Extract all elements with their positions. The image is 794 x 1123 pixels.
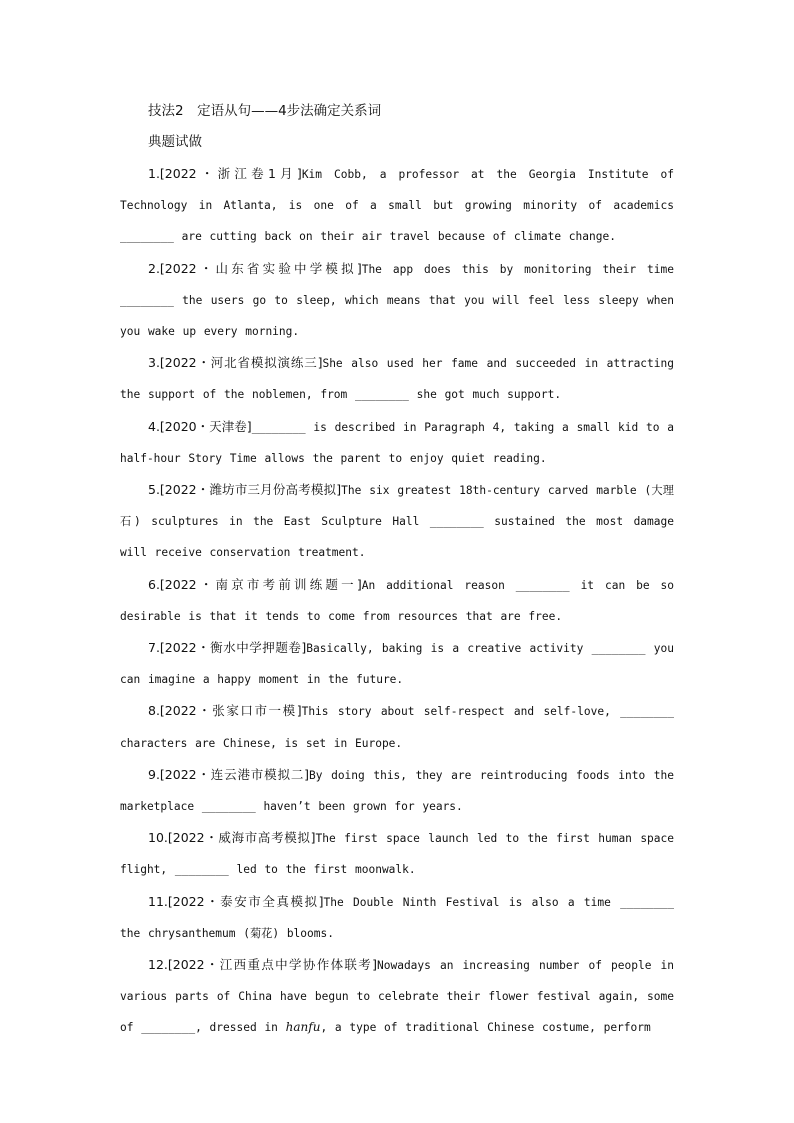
question-8: [120, 695, 674, 758]
question-12: [120, 949, 674, 1044]
question-source: 7.[2022・衡水中学押题卷]: [148, 640, 307, 656]
question-text: Kim Cobb, a professor at the Georgia Institute of Technology in Atlanta, is one of a small but growing minority of academics ________ are cutting back on their air travel because of climate change.: [120, 168, 674, 244]
question-3: [120, 347, 674, 410]
question-text: The six greatest 18th-century carved marble (大理石) sculptures in the East Sculpture Hall ________ sustained the most damage will receive conservation treatment.: [120, 484, 674, 560]
section-subtitle: 典题试做: [148, 134, 202, 150]
question-9: [120, 759, 674, 822]
question-2: [120, 253, 674, 348]
question-text: The first space launch led to the first human space flight, ________ led to the first moonwalk.: [120, 832, 674, 877]
question-source: 8.[2022・张家口市一模]: [148, 703, 302, 719]
question-1: [120, 158, 674, 253]
question-text: An additional reason ________ it can be so desirable is that it tends to come from resources that are free.: [120, 578, 674, 623]
question-5: [120, 474, 674, 569]
question-text: By doing this, they are reintroducing foods into the marketplace ________ haven’t been grown for years.: [120, 768, 674, 814]
question-source: 3.[2022・河北省模拟演练三]: [148, 355, 323, 371]
question-source: 2.[2022・山东省实验中学模拟]: [148, 260, 362, 276]
question-4: [120, 411, 674, 474]
question-source: 1.[2022・浙江卷1月]: [148, 166, 302, 181]
question-7: [120, 632, 674, 695]
question-source: 5.[2022・潍坊市三月份高考模拟]: [148, 482, 342, 498]
question-text: The Double Ninth Festival is also a time ________ the chrysanthemum (菊花) blooms.: [120, 895, 674, 940]
section-title: 技法2 定语从句——4步法确定关系词: [148, 103, 382, 119]
question-source: 11.[2022・泰安市全真模拟]: [148, 893, 324, 909]
question-text-continued: , a type of traditional Chinese costume, perform: [320, 1021, 651, 1035]
question-text: She also used her fame and succeeded in attracting the support of the noblemen, from ________ she got much support.: [120, 357, 674, 402]
italic-term: hanfu: [285, 1020, 321, 1035]
question-text: This story about self-respect and self-love, ________ characters are Chinese, is set in Europe.: [120, 705, 674, 750]
question-text: The app does this by monitoring their time ________ the users go to sleep, which means that you will feel less sleepy when you wake up every morning.: [120, 262, 674, 339]
question-text: ________ is described in Paragraph 4, taking a small kid to a half-hour Story Time allows the parent to enjoy quiet reading.: [120, 420, 674, 465]
question-source: 9.[2022・连云港市模拟二]: [148, 766, 310, 782]
question-text: Basically, baking is a creative activity ________ you can imagine a happy moment in the future.: [120, 642, 675, 687]
question-6: [120, 569, 674, 632]
question-source: 4.[2020・天津卷]: [148, 418, 252, 434]
question-10: [120, 822, 674, 885]
question-11: [120, 886, 674, 949]
question-source: 12.[2022・江西重点中学协作体联考]: [148, 957, 377, 973]
question-source: 6.[2022・南京市考前训练题一]: [148, 576, 362, 592]
question-source: 10.[2022・威海市高考模拟]: [148, 830, 316, 846]
question-text: Nowadays an increasing number of people in various parts of China have begun to celebrate their flower festival again, some of ________, dressed in: [120, 959, 674, 1035]
document-page: [120, 96, 674, 1044]
